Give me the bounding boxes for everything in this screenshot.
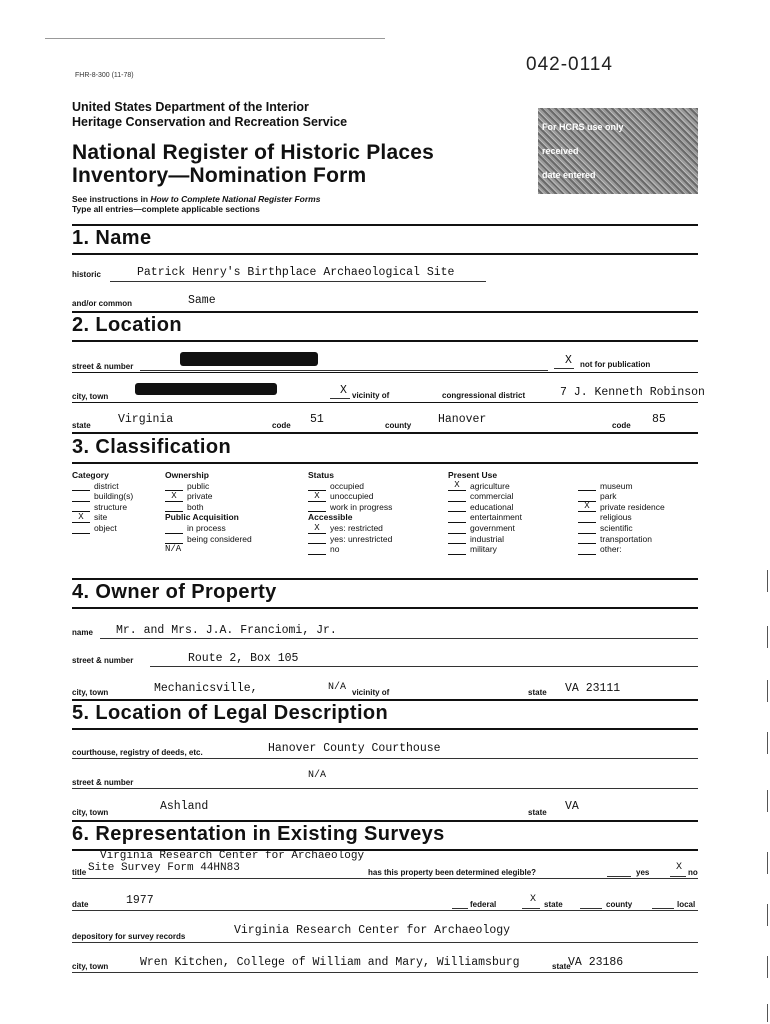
- present-use-check[interactable]: [448, 534, 466, 544]
- scan-artifact-line: [45, 38, 385, 39]
- redacted-street: [180, 352, 318, 366]
- scan-edge-mark: [767, 680, 768, 702]
- ownership-option[interactable]: [165, 502, 252, 513]
- rule: [72, 402, 698, 403]
- stamp-number: 042-0114: [526, 54, 613, 75]
- eligible-no-check[interactable]: X: [676, 862, 683, 873]
- field-underline: [100, 638, 698, 639]
- scan-edge-mark: [767, 956, 768, 978]
- section-3-heading: 3. Classification: [72, 436, 232, 458]
- owner-state-label: state: [528, 688, 547, 697]
- check-underline: [522, 908, 540, 909]
- section-2-heading: 2. Location: [72, 314, 182, 336]
- redacted-city: [135, 383, 277, 395]
- depository-state-label: state: [552, 962, 571, 971]
- present-use-check[interactable]: X: [448, 481, 466, 491]
- present-use-check[interactable]: [578, 513, 596, 523]
- category-check[interactable]: [72, 492, 90, 502]
- present-use-label: park: [600, 491, 617, 502]
- acquisition-option[interactable]: [165, 534, 252, 545]
- status-option[interactable]: [308, 491, 392, 502]
- present-use-option[interactable]: [578, 544, 665, 555]
- scan-edge-mark: [767, 570, 768, 592]
- rule: [72, 311, 698, 313]
- field-underline: [72, 878, 698, 879]
- county-field[interactable]: Hanover: [438, 413, 487, 426]
- category-check[interactable]: X: [72, 513, 90, 523]
- present-use-option[interactable]: [448, 481, 522, 492]
- dept-line-1: United States Department of the Interior: [72, 100, 309, 114]
- common-name-label: and/or common: [72, 299, 133, 308]
- present-use-label: transportation: [600, 533, 652, 544]
- depository-label: depository for survey records: [72, 932, 186, 941]
- status-option[interactable]: [308, 481, 392, 492]
- field-underline: [72, 758, 698, 759]
- hcrs-line-2: received: [542, 146, 579, 156]
- category-label: district: [94, 480, 119, 491]
- ownership-column: [165, 470, 252, 555]
- form-title-1: National Register of Historic Places: [72, 141, 434, 164]
- present-use-option[interactable]: [578, 523, 665, 534]
- scan-edge-mark: [767, 732, 768, 754]
- acquisition-check[interactable]: [165, 524, 183, 534]
- owner-street-label: street & number: [72, 656, 134, 665]
- present-use-label: commercial: [470, 491, 514, 502]
- acquisition-option[interactable]: [165, 523, 252, 534]
- present-use-label: agriculture: [470, 480, 510, 491]
- state-code-label: code: [272, 421, 291, 430]
- category-label: structure: [94, 501, 128, 512]
- status-title: Status: [308, 470, 334, 480]
- instructions-prefix: See instructions in: [72, 194, 151, 204]
- acquisition-value[interactable]: N/A: [165, 544, 182, 555]
- present-use-check[interactable]: [448, 524, 466, 534]
- present-use-check[interactable]: [448, 492, 466, 502]
- rule: [72, 253, 698, 255]
- category-label: site: [94, 512, 108, 523]
- owner-vicinity-field[interactable]: N/A: [328, 682, 347, 693]
- category-label: object: [94, 522, 117, 533]
- county-level-label: county: [606, 900, 633, 909]
- present-use-check[interactable]: [578, 545, 596, 555]
- present-use-check[interactable]: [448, 513, 466, 523]
- historic-name-field[interactable]: Patrick Henry's Birthplace Archaeological Site: [137, 266, 455, 279]
- county-code-field[interactable]: 85: [652, 413, 666, 426]
- rule: [72, 372, 698, 373]
- field-underline: [72, 942, 698, 943]
- present-use-check[interactable]: [578, 481, 596, 491]
- accessible-label: yes: restricted: [330, 522, 383, 533]
- rule: [72, 728, 698, 730]
- status-option[interactable]: [308, 502, 392, 513]
- legal-street-label: street & number: [72, 778, 134, 787]
- accessible-check[interactable]: X: [308, 524, 326, 534]
- present-use-label: other:: [600, 544, 622, 555]
- category-title: Category: [72, 470, 109, 480]
- common-name-field[interactable]: Same: [188, 294, 216, 307]
- hcrs-line-3: date entered: [542, 170, 596, 180]
- acquisition-label: being considered: [187, 533, 252, 544]
- county-code-label: code: [612, 421, 631, 430]
- present-use-column-2: [578, 481, 665, 555]
- category-option[interactable]: [72, 523, 133, 534]
- category-option[interactable]: [72, 491, 133, 502]
- legal-street-field[interactable]: N/A: [308, 770, 327, 781]
- present-use-option[interactable]: [578, 491, 665, 502]
- ownership-option[interactable]: [165, 481, 252, 492]
- ownership-label: both: [187, 501, 204, 512]
- rule: [72, 340, 698, 342]
- state-code-field[interactable]: 51: [310, 413, 324, 426]
- status-label: work in progress: [330, 501, 393, 512]
- rule: [72, 820, 698, 822]
- street-number-label: street & number: [72, 362, 134, 371]
- present-use-option[interactable]: [448, 491, 522, 502]
- survey-date-label: date: [72, 900, 89, 909]
- state-label: state: [72, 421, 91, 430]
- category-check[interactable]: [72, 524, 90, 534]
- hcrs-use-box: [538, 108, 698, 194]
- present-use-label: industrial: [470, 533, 505, 544]
- local-label: local: [677, 900, 696, 909]
- vicinity-check[interactable]: X: [340, 384, 347, 397]
- accessible-check[interactable]: [308, 545, 326, 555]
- depository-city-label: city, town: [72, 962, 109, 971]
- section-5-heading: 5. Location of Legal Description: [72, 702, 389, 724]
- not-for-publication-label: not for publication: [580, 360, 651, 369]
- section-6-heading: 6. Representation in Existing Surveys: [72, 823, 445, 845]
- public-acquisition-title: Public Acquisition: [165, 512, 239, 523]
- owner-state-field[interactable]: VA 23111: [565, 682, 621, 695]
- ownership-label: public: [187, 480, 210, 491]
- category-option[interactable]: [72, 512, 133, 523]
- city-town-label: city, town: [72, 392, 109, 401]
- rule: [72, 224, 698, 226]
- field-underline: [72, 788, 698, 789]
- accessible-check[interactable]: [308, 534, 326, 544]
- instructions: [72, 194, 320, 204]
- rule: [72, 699, 698, 701]
- present-use-option[interactable]: [578, 502, 665, 513]
- present-use-label: museum: [600, 480, 633, 491]
- not-for-publication-check[interactable]: X: [565, 354, 572, 367]
- status-label: occupied: [330, 480, 365, 491]
- accessible-option[interactable]: [308, 544, 392, 555]
- eligible-question: has this property been determined elegible?: [368, 868, 537, 877]
- scan-edge-mark: [767, 852, 768, 874]
- hcrs-line-1: For HCRS use only: [542, 122, 624, 132]
- section-4-heading: 4. Owner of Property: [72, 581, 277, 603]
- courthouse-label: courthouse, registry of deeds, etc.: [72, 748, 203, 757]
- check-underline: [652, 908, 674, 909]
- check-underline: [670, 876, 686, 877]
- status-check[interactable]: X: [308, 492, 326, 502]
- scan-edge-mark: [767, 626, 768, 648]
- accessible-option[interactable]: [308, 523, 392, 534]
- accessible-label: no: [330, 544, 340, 555]
- state-level-check[interactable]: X: [530, 894, 537, 905]
- form-code: FHR-8-300 (11-78): [75, 72, 134, 79]
- field-underline: [72, 910, 698, 911]
- present-use-option[interactable]: [578, 534, 665, 545]
- state-level-label: state: [544, 900, 563, 909]
- ownership-check[interactable]: X: [165, 492, 183, 502]
- present-use-check[interactable]: [448, 545, 466, 555]
- depository-field[interactable]: Virginia Research Center for Archaeology: [234, 924, 511, 937]
- present-use-label: scientific: [600, 522, 633, 533]
- check-underline: [607, 876, 631, 877]
- legal-city-field[interactable]: Ashland: [160, 800, 209, 813]
- present-use-option[interactable]: [448, 523, 522, 534]
- present-use-label: military: [470, 544, 497, 555]
- ownership-option[interactable]: [165, 491, 252, 502]
- status-check[interactable]: [308, 502, 326, 512]
- check-underline: [554, 368, 574, 369]
- survey-title-line-2[interactable]: Site Survey Form 44HN83: [88, 862, 240, 874]
- owner-vicinity-label: vicinity of: [352, 688, 390, 697]
- category-check[interactable]: [72, 481, 90, 491]
- survey-title-line-1[interactable]: Virginia Research Center for Archaeology: [100, 850, 365, 862]
- courthouse-field[interactable]: Hanover County Courthouse: [268, 742, 441, 755]
- depository-state-field[interactable]: VA 23186: [568, 956, 624, 969]
- rule: [72, 578, 698, 580]
- eligible-yes-label: yes: [636, 868, 650, 877]
- rule: [72, 432, 698, 434]
- legal-state-field[interactable]: VA: [565, 800, 579, 813]
- owner-name-field[interactable]: Mr. and Mrs. J.A. Franciomi, Jr.: [116, 624, 337, 637]
- present-use-title: Present Use: [448, 470, 498, 480]
- ownership-label: private: [187, 491, 213, 502]
- scan-edge-mark: [767, 1004, 768, 1022]
- rule: [72, 462, 698, 464]
- congressional-district-field[interactable]: 7 J. Kenneth Robinson: [560, 386, 705, 399]
- form-title-2: Inventory—Nomination Form: [72, 164, 367, 187]
- survey-title-label: title: [72, 868, 87, 877]
- present-use-column-1: [448, 470, 522, 555]
- field-underline: [110, 281, 486, 282]
- present-use-label: religious: [600, 512, 632, 523]
- status-label: unoccupied: [330, 491, 374, 502]
- eligible-no-label: no: [688, 868, 698, 877]
- present-use-check[interactable]: [578, 524, 596, 534]
- federal-label: federal: [470, 900, 497, 909]
- check-underline: [330, 398, 350, 399]
- survey-date-field[interactable]: 1977: [126, 894, 154, 907]
- scan-edge-mark: [767, 904, 768, 926]
- instructions-line-2: Type all entries—complete applicable sections: [72, 204, 260, 214]
- owner-city-label: city, town: [72, 688, 109, 697]
- county-label: county: [385, 421, 412, 430]
- present-use-label: entertainment: [470, 512, 522, 523]
- instructions-title: How to Complete National Register Forms: [150, 194, 321, 204]
- present-use-check[interactable]: [448, 502, 466, 512]
- congressional-district-label: congressional district: [442, 391, 526, 400]
- category-label: building(s): [94, 491, 134, 502]
- category-check[interactable]: [72, 502, 90, 512]
- accessible-title: Accessible: [308, 512, 353, 523]
- category-column: [72, 470, 133, 534]
- section-1-heading: 1. Name: [72, 227, 152, 249]
- vicinity-label: vicinity of: [352, 391, 390, 400]
- depository-city-field[interactable]: Wren Kitchen, College of William and Mary, Williamsburg: [140, 956, 520, 969]
- rule: [72, 607, 698, 609]
- check-underline: [452, 908, 468, 909]
- dept-line-2: Heritage Conservation and Recreation Service: [72, 115, 348, 129]
- historic-label: historic: [72, 270, 101, 279]
- legal-city-label: city, town: [72, 808, 109, 817]
- status-column: [308, 470, 392, 555]
- present-use-label: government: [470, 522, 515, 533]
- present-use-option[interactable]: [578, 481, 665, 492]
- state-field[interactable]: Virginia: [118, 413, 174, 426]
- ownership-check[interactable]: [165, 502, 183, 512]
- present-use-check[interactable]: [578, 492, 596, 502]
- scan-edge-mark: [767, 790, 768, 812]
- check-underline: [580, 908, 602, 909]
- present-use-option[interactable]: [448, 544, 522, 555]
- present-use-label: educational: [470, 501, 514, 512]
- owner-street-field[interactable]: Route 2, Box 105: [188, 652, 299, 665]
- present-use-label: private residence: [600, 501, 665, 512]
- category-option[interactable]: [72, 502, 133, 513]
- present-use-check[interactable]: [578, 534, 596, 544]
- present-use-option[interactable]: [448, 534, 522, 545]
- accessible-label: yes: unrestricted: [330, 533, 393, 544]
- present-use-option[interactable]: [448, 502, 522, 513]
- owner-city-field[interactable]: Mechanicsville,: [154, 682, 258, 695]
- legal-state-label: state: [528, 808, 547, 817]
- field-underline: [72, 972, 698, 973]
- field-underline: [140, 370, 548, 371]
- present-use-option[interactable]: [578, 512, 665, 523]
- field-underline: [150, 666, 698, 667]
- acquisition-check[interactable]: [165, 534, 183, 544]
- status-check[interactable]: [308, 481, 326, 491]
- ownership-title: Ownership: [165, 470, 209, 480]
- acquisition-label: in process: [187, 522, 226, 533]
- present-use-check[interactable]: X: [578, 502, 596, 512]
- owner-name-label: name: [72, 628, 93, 637]
- present-use-option[interactable]: [448, 512, 522, 523]
- accessible-option[interactable]: [308, 534, 392, 545]
- category-option[interactable]: [72, 481, 133, 492]
- ownership-check[interactable]: [165, 481, 183, 491]
